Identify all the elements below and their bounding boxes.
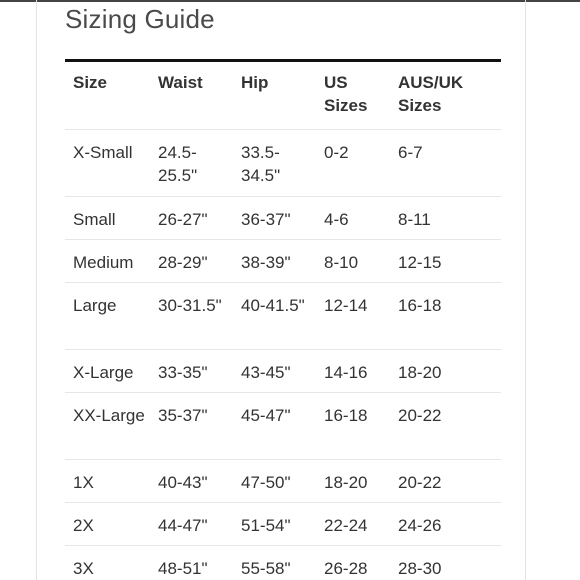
waist-cell: 48-51" — [150, 545, 233, 580]
us-size-cell: 16-18 — [316, 392, 390, 459]
header-aus-uk-sizes: AUS/UK Sizes — [390, 62, 501, 129]
us-size-cell: 22-24 — [316, 502, 390, 545]
us-size-cell: 4-6 — [316, 196, 390, 239]
aus-uk-size-cell: 20-22 — [390, 392, 501, 459]
size-cell: X-Large — [65, 349, 150, 392]
hip-cell: 38-39" — [233, 239, 316, 282]
waist-cell: 30-31.5" — [150, 282, 233, 349]
header-size: Size — [65, 62, 150, 129]
size-cell: Large — [65, 282, 150, 349]
header-waist: Waist — [150, 62, 233, 129]
size-cell: 2X — [65, 502, 150, 545]
aus-uk-size-cell: 6-7 — [390, 129, 501, 196]
header-us-sizes: US Sizes — [316, 62, 390, 129]
hip-cell: 45-47" — [233, 392, 316, 459]
size-cell: 1X — [65, 459, 150, 502]
aus-uk-size-cell: 12-15 — [390, 239, 501, 282]
aus-uk-size-cell: 16-18 — [390, 282, 501, 349]
us-size-cell: 0-2 — [316, 129, 390, 196]
table-row — [65, 459, 501, 502]
table-row — [65, 282, 501, 349]
aus-uk-size-cell: 24-26 — [390, 502, 501, 545]
size-cell: Medium — [65, 239, 150, 282]
hip-cell: 40-41.5" — [233, 282, 316, 349]
waist-cell: 33-35" — [150, 349, 233, 392]
sizing-table — [65, 62, 501, 580]
table-row — [65, 349, 501, 392]
hip-cell: 47-50" — [233, 459, 316, 502]
table-row — [65, 392, 501, 459]
waist-cell: 24.5-25.5" — [150, 129, 233, 196]
us-size-cell: 12-14 — [316, 282, 390, 349]
waist-cell: 44-47" — [150, 502, 233, 545]
table-row — [65, 196, 501, 239]
hip-cell: 33.5-34.5" — [233, 129, 316, 196]
size-cell: X-Small — [65, 129, 150, 196]
waist-cell: 28-29" — [150, 239, 233, 282]
aus-uk-size-cell: 28-30 — [390, 545, 501, 580]
size-cell: XX-Large — [65, 392, 150, 459]
aus-uk-size-cell: 20-22 — [390, 459, 501, 502]
hip-cell: 36-37" — [233, 196, 316, 239]
hip-cell: 55-58" — [233, 545, 316, 580]
table-row — [65, 239, 501, 282]
hip-cell: 51-54" — [233, 502, 316, 545]
hip-cell: 43-45" — [233, 349, 316, 392]
sizing-guide-panel — [36, 0, 526, 580]
us-size-cell: 14-16 — [316, 349, 390, 392]
waist-cell: 35-37" — [150, 392, 233, 459]
us-size-cell: 18-20 — [316, 459, 390, 502]
table-header-row — [65, 62, 501, 129]
us-size-cell: 26-28 — [316, 545, 390, 580]
page-title: Sizing Guide — [65, 4, 215, 34]
size-cell: Small — [65, 196, 150, 239]
table-row — [65, 502, 501, 545]
waist-cell: 26-27" — [150, 196, 233, 239]
table-row — [65, 545, 501, 580]
size-cell: 3X — [65, 545, 150, 580]
header-hip: Hip — [233, 62, 316, 129]
aus-uk-size-cell: 18-20 — [390, 349, 501, 392]
aus-uk-size-cell: 8-11 — [390, 196, 501, 239]
us-size-cell: 8-10 — [316, 239, 390, 282]
table-row — [65, 129, 501, 196]
waist-cell: 40-43" — [150, 459, 233, 502]
